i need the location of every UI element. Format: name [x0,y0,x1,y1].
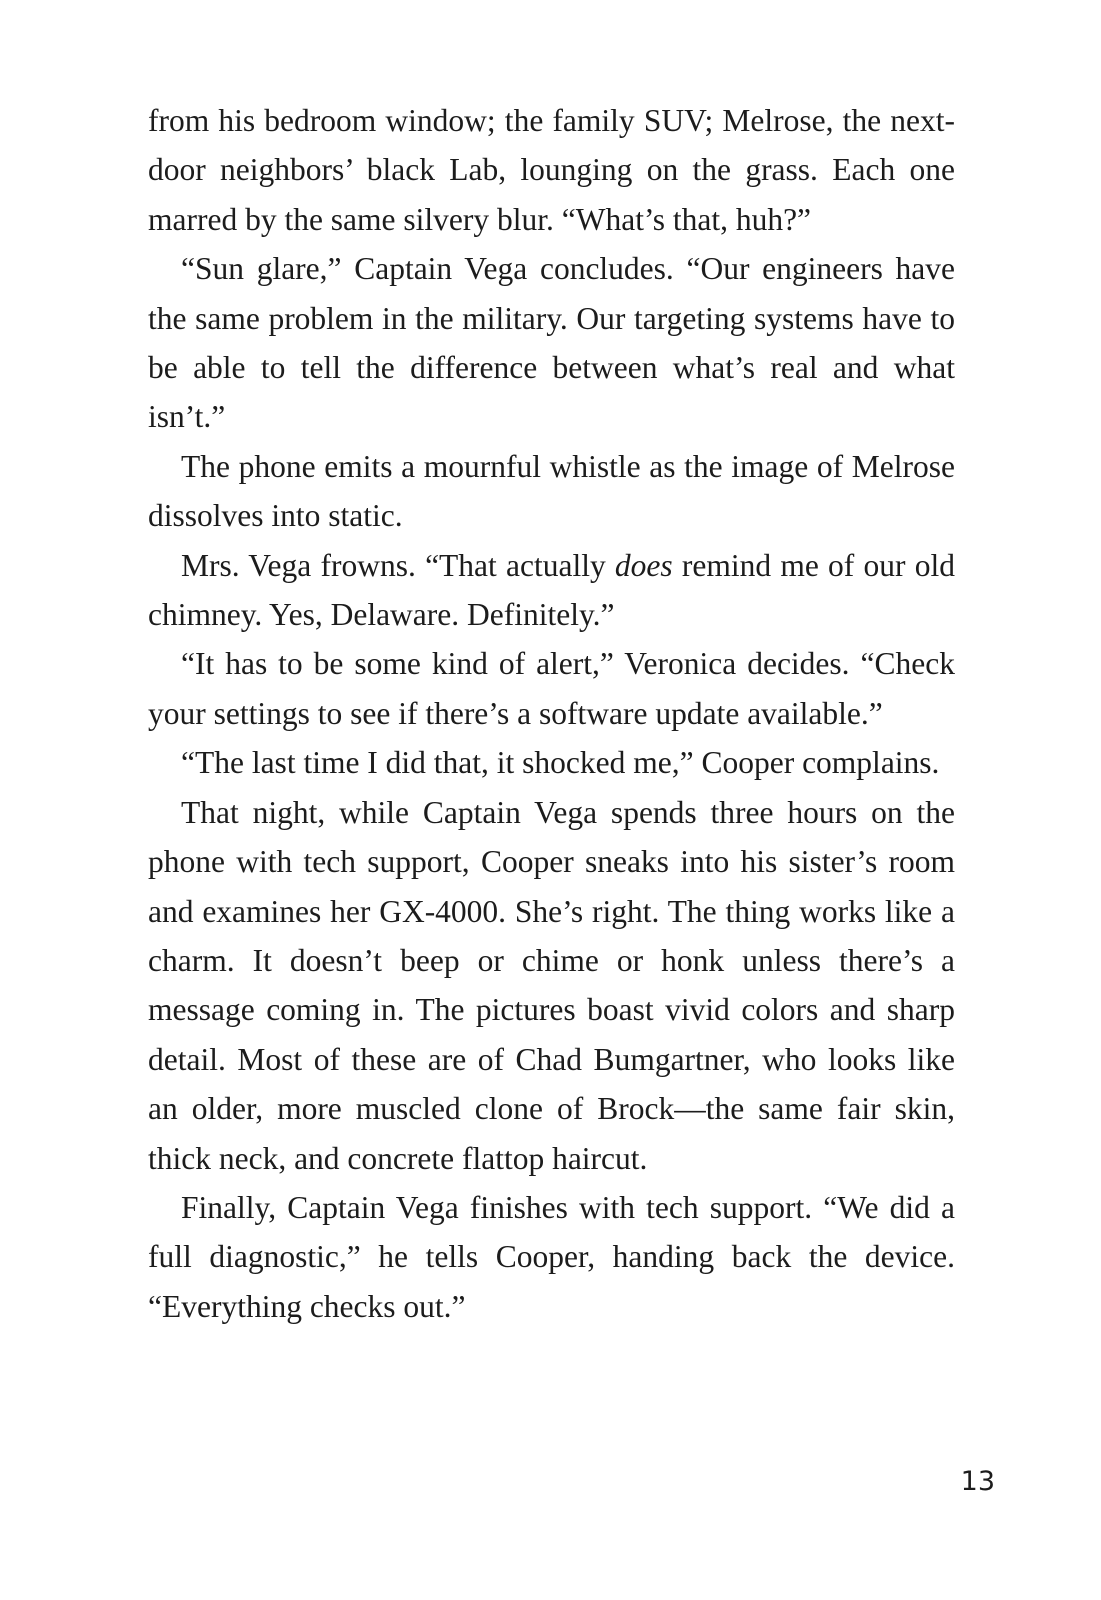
paragraph-text: Mrs. Vega frowns. “That actually [181,547,615,583]
paragraph: from his bedroom window; the family SUV; Melrose, the next-door neighbors’ black Lab, lounging on the grass. Each one marred by the same silvery blur. “What’s that, huh?” [148,103,955,237]
paragraph [148,541,955,640]
body-text [148,96,955,1331]
paragraph: That night, while Captain Vega spends three hours on the phone with tech support, Cooper sneaks into his sister’s room and examines her GX-4000. She’s right. The thing works like a charm. It doesn’t beep or chime or honk unless there’s a message coming in. The pictures boast vivid colors and sharp detail. Most of these are of Chad Bumgartner, who looks like an older, more muscled clone of Brock—the same fair skin, thick neck, and concrete flattop haircut. [148,794,955,1176]
emphasized-word: does [614,547,673,583]
paragraph: “It has to be some kind of alert,” Veronica decides. “Check your settings to see if there’s a software update available.” [148,646,955,731]
paragraph-text: remind me of our old chimney. Yes, Delaware. Definitely.” [148,547,955,633]
paragraph: “Sun glare,” Captain Vega concludes. “Our engineers have the same problem in the military. Our targeting systems have to be able to tell the difference between what’s real and what isn’t.” [148,251,955,435]
page-number: 13 [960,1466,995,1497]
paragraph: Finally, Captain Vega finishes with tech support. “We did a full diagnostic,” he tells Cooper, handing back the device. “Everything checks out.” [148,1189,955,1324]
paragraph: “The last time I did that, it shocked me,” Cooper complains. [181,745,940,781]
paragraph: The phone emits a mournful whistle as the image of Melrose dissolves into static. [148,448,955,534]
